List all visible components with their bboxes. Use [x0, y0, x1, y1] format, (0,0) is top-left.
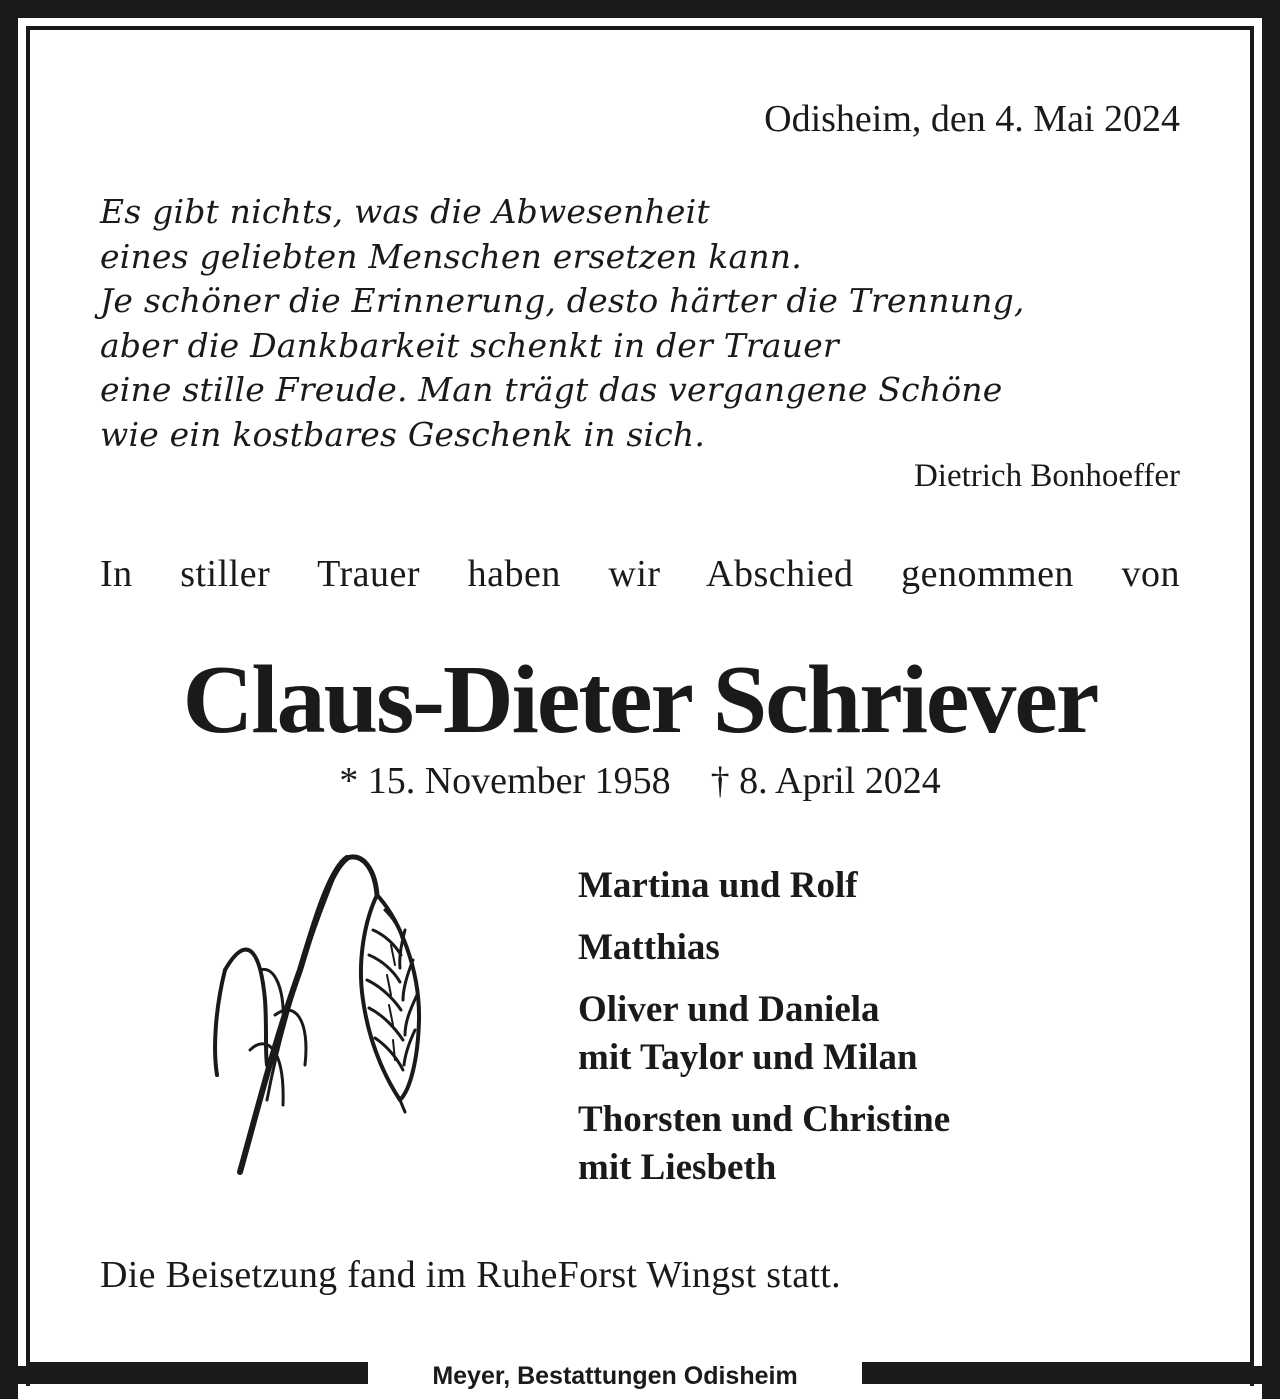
- border-bottom-right: [862, 1366, 1280, 1384]
- family-entry: [578, 924, 1178, 972]
- family-name-sub: mit Taylor und Milan: [578, 1037, 918, 1078]
- quote-author: Dietrich Bonhoeffer: [913, 458, 1180, 494]
- border-bottom-left: [0, 1366, 368, 1384]
- family-entry: [578, 862, 1178, 910]
- family-entry: [578, 986, 1178, 1082]
- life-dates: [0, 756, 1280, 806]
- burial-note: Die Beisetzung fand im RuheForst Wingst statt.: [100, 1254, 841, 1296]
- quote-line: wie ein kostbares Geschenk in sich.: [100, 414, 706, 454]
- quote-line: aber die Dankbarkeit schenkt in der Trauer: [100, 325, 839, 365]
- quote-line: Es gibt nichts, was die Abwesenheit: [100, 192, 710, 231]
- funeral-home-footer: Meyer, Bestattungen Odisheim: [368, 1356, 862, 1399]
- family-name: Thorsten und Christine: [578, 1099, 951, 1140]
- quote: [100, 190, 1190, 457]
- family-name: Matthias: [578, 927, 720, 968]
- death-date: † 8. April 2024: [710, 760, 941, 802]
- place-date: Odisheim, den 4. Mai 2024: [764, 98, 1180, 140]
- quote-line: eine stille Freude. Man trägt das vergangene Schöne: [100, 370, 1003, 409]
- wheat-icon: [205, 850, 445, 1180]
- border-bottom-right-inner: [862, 1362, 1254, 1366]
- family-name-sub: mit Liesbeth: [578, 1147, 777, 1188]
- family-entry: [578, 1096, 1178, 1192]
- family-name: Martina und Rolf: [578, 865, 858, 906]
- border-bottom-left-inner: [26, 1362, 368, 1366]
- intro-text: In stiller Trauer haben wir Abschied genommen von: [100, 553, 1180, 595]
- birth-date: * 15. November 1958: [339, 760, 671, 802]
- family-name: Oliver und Daniela: [578, 989, 880, 1030]
- family-list: [578, 862, 1178, 1206]
- quote-line: Je schöner die Erinnerung, desto härter die Trennung,: [100, 281, 1025, 320]
- deceased-name: Claus-Dieter Schriever: [182, 646, 1098, 754]
- quote-line: eines geliebten Menschen ersetzen kann.: [100, 236, 802, 276]
